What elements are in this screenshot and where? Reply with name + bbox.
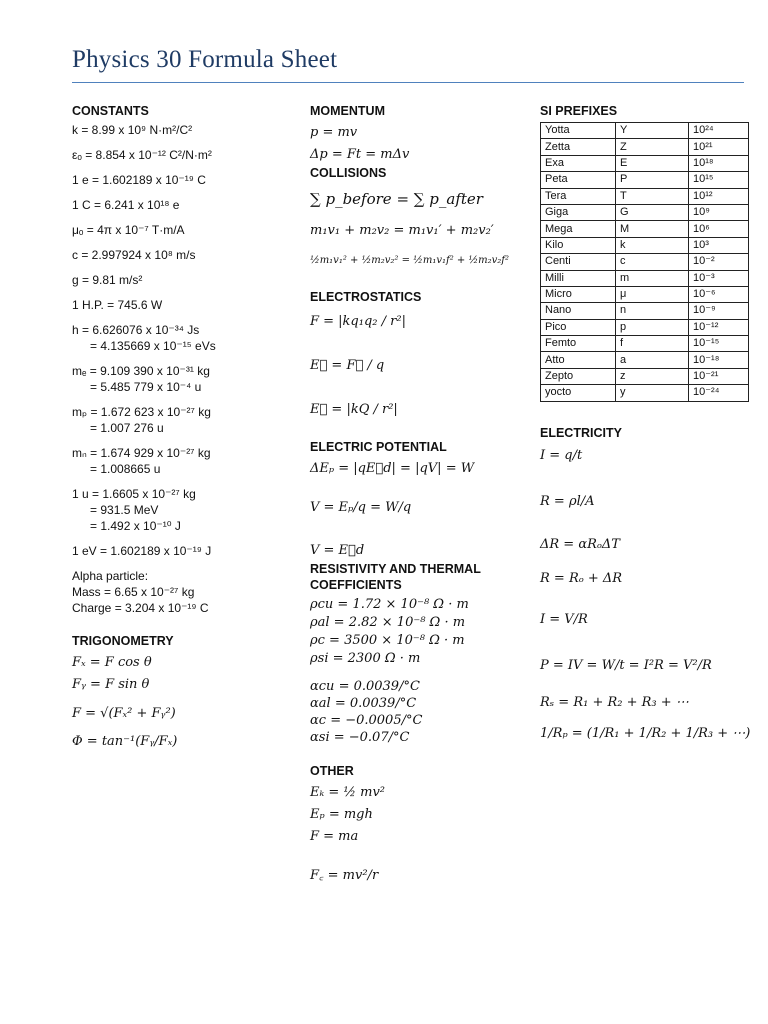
constant-k: k = 8.99 x 10⁹ N·m²/C² [72, 123, 193, 137]
si-prefix-name: Kilo [541, 237, 616, 253]
si-prefix-name: yocto [541, 385, 616, 401]
newton-second-law: F = ma [310, 829, 359, 844]
electric-potential-heading: ELECTRIC POTENTIAL [310, 440, 447, 454]
alpha-particle-label: Alpha particle: [72, 569, 149, 583]
si-prefix-name: Yotta [541, 123, 616, 139]
resistivity-heading-2: COEFFICIENTS [310, 578, 402, 592]
si-prefix-row [541, 336, 749, 352]
resistance-total: R = Rₒ + ΔR [540, 570, 623, 586]
rho-al: ρal = 2.82 × 10⁻⁸ Ω · m [310, 615, 466, 630]
rho-cu: ρcu = 1.72 × 10⁻⁸ Ω · m [310, 597, 469, 612]
si-prefix-row [541, 385, 749, 401]
electrostatics-heading: ELECTROSTATICS [310, 290, 422, 304]
si-prefix-symbol: P [616, 172, 689, 188]
si-prefixes-heading: SI PREFIXES [540, 104, 618, 118]
si-prefix-row [541, 352, 749, 368]
constant-u: 1 u = 1.6605 x 10⁻²⁷ kg [72, 487, 196, 501]
si-prefix-symbol: m [616, 270, 689, 286]
si-prefix-factor: 10⁻¹² [689, 319, 749, 335]
si-prefix-row [541, 303, 749, 319]
constant-hp: 1 H.P. = 745.6 W [72, 298, 163, 312]
page-title: Physics 30 Formula Sheet [72, 46, 338, 73]
si-prefix-factor: 10³ [689, 237, 749, 253]
si-prefix-symbol: z [616, 368, 689, 384]
si-prefix-symbol: G [616, 204, 689, 220]
rho-si: ρsi = 2300 Ω · m [310, 651, 421, 666]
si-prefix-factor: 10⁻²¹ [689, 368, 749, 384]
si-prefix-name: Peta [541, 172, 616, 188]
si-prefix-factor: 10¹⁸ [689, 155, 749, 171]
constant-mu: μₒ = 4π x 10⁻⁷ T·m/A [72, 223, 185, 237]
collisions-heading: COLLISIONS [310, 166, 387, 180]
si-prefix-factor: 10¹⁵ [689, 172, 749, 188]
series-resistance: Rₛ = R₁ + R₂ + R₃ + ⋯ [540, 694, 689, 710]
resistance-change: ΔR = αRₒΔT [540, 536, 620, 552]
si-prefix-factor: 10⁻³ [689, 270, 749, 286]
trig-f: F = √(Fₓ² + Fᵧ²) [72, 706, 176, 721]
constant-mp-u: = 1.007 276 u [90, 421, 164, 435]
si-prefix-factor: 10⁻¹⁸ [689, 352, 749, 368]
constant-epsilon: εₒ = 8.854 x 10⁻¹² C²/N·m² [72, 148, 212, 162]
trig-phi: Φ = tan⁻¹(Fᵧ/Fₓ) [72, 734, 178, 749]
collision-sum: ∑ p_before = ∑ p_after [310, 190, 483, 208]
si-prefix-factor: 10⁻² [689, 254, 749, 270]
alpha-mass: Mass = 6.65 x 10⁻²⁷ kg [72, 585, 195, 599]
resistance-resistivity: R = ρl/A [540, 493, 595, 509]
si-prefix-factor: 10⁻²⁴ [689, 385, 749, 401]
si-prefix-name: Atto [541, 352, 616, 368]
si-prefix-symbol: n [616, 303, 689, 319]
si-prefix-symbol: f [616, 336, 689, 352]
si-prefix-name: Centi [541, 254, 616, 270]
si-prefix-row [541, 221, 749, 237]
si-prefix-row [541, 155, 749, 171]
current-charge: I = q/t [540, 447, 583, 463]
kinetic-energy: Eₖ = ½ mv² [310, 785, 386, 800]
si-prefix-row [541, 188, 749, 204]
si-prefix-symbol: a [616, 352, 689, 368]
si-prefix-row [541, 286, 749, 302]
title-underline [72, 82, 744, 83]
trigonometry-heading: TRIGONOMETRY [72, 634, 174, 648]
si-prefix-symbol: M [616, 221, 689, 237]
ohms-law: I = V/R [540, 611, 588, 627]
si-prefix-factor: 10⁻⁶ [689, 286, 749, 302]
si-prefix-factor: 10²⁴ [689, 123, 749, 139]
trig-fy: Fᵧ = F sin θ [72, 677, 150, 692]
rho-c: ρc = 3500 × 10⁻⁸ Ω · m [310, 633, 465, 648]
constant-e: 1 e = 1.602189 x 10⁻¹⁹ C [72, 173, 206, 187]
potential-field: V = E⃗d [310, 543, 365, 558]
si-prefix-name: Tera [541, 188, 616, 204]
si-prefix-row [541, 254, 749, 270]
constant-h: h = 6.626076 x 10⁻³⁴ Js [72, 323, 200, 337]
constant-me: mₑ = 9.109 390 x 10⁻³¹ kg [72, 364, 210, 378]
alpha-si: αsi = −0.07/°C [310, 730, 410, 745]
column-mechanics [310, 104, 540, 888]
si-prefix-row [541, 204, 749, 220]
si-prefix-symbol: y [616, 385, 689, 401]
constant-g: g = 9.81 m/s² [72, 273, 143, 287]
si-prefix-name: Micro [541, 286, 616, 302]
si-prefix-row [541, 172, 749, 188]
constant-ev: 1 eV = 1.602189 x 10⁻¹⁹ J [72, 544, 212, 558]
electricity-heading: ELECTRICITY [540, 425, 622, 440]
field-point-charge: E⃗ = |kQ / r²| [310, 402, 398, 417]
si-prefix-name: Zepto [541, 368, 616, 384]
trig-fx: Fₓ = F cos θ [72, 655, 152, 670]
potential-energy-gravity: Eₚ = mgh [310, 807, 373, 822]
potential-energy: ΔEₚ = |qE⃗d| = |qV| = W [310, 461, 475, 476]
constant-c: c = 2.997924 x 10⁸ m/s [72, 248, 196, 262]
alpha-charge: Charge = 3.204 x 10⁻¹⁹ C [72, 601, 209, 615]
si-prefix-factor: 10⁹ [689, 204, 749, 220]
si-prefix-row [541, 270, 749, 286]
field-force: E⃗ = F⃗ / q [310, 358, 385, 373]
si-prefix-name: Nano [541, 303, 616, 319]
power-formula: P = IV = W/t = I²R = V²/R [540, 657, 712, 673]
si-prefix-name: Exa [541, 155, 616, 171]
momentum-p: p = mv [310, 125, 358, 140]
si-prefix-factor: 10⁻¹⁵ [689, 336, 749, 352]
constant-coulomb: 1 C = 6.241 x 10¹⁸ e [72, 198, 180, 212]
other-heading: OTHER [310, 764, 354, 778]
si-prefix-symbol: Y [616, 123, 689, 139]
momentum-impulse: Δp = Ft = mΔv [310, 147, 410, 162]
collision-energy: ½m₁v₁² + ½m₂v₂² = ½m₁v₁f² + ½m₂v₂f² [310, 255, 510, 266]
collision-momentum: m₁v₁ + m₂v₂ = m₁v₁′ + m₂v₂′ [310, 223, 494, 238]
alpha-c: αc = −0.0005/°C [310, 713, 423, 728]
si-prefix-symbol: E [616, 155, 689, 171]
si-prefix-row [541, 237, 749, 253]
centripetal-force: F꜀ = mv²/r [310, 868, 379, 883]
coulomb-law: F = |kq₁q₂ / r²| [310, 314, 406, 329]
si-prefix-factor: 10¹² [689, 188, 749, 204]
constant-mn: mₙ = 1.674 929 x 10⁻²⁷ kg [72, 446, 211, 460]
constant-mn-u: = 1.008665 u [90, 462, 161, 476]
potential-voltage: V = Eₚ/q = W/q [310, 500, 412, 515]
constant-me-u: = 5.485 779 x 10⁻⁴ u [90, 380, 202, 394]
si-prefix-factor: 10⁶ [689, 221, 749, 237]
si-prefix-name: Zetta [541, 139, 616, 155]
resistivity-heading-1: RESISTIVITY AND THERMAL [310, 562, 481, 576]
si-prefix-name: Giga [541, 204, 616, 220]
si-prefix-symbol: c [616, 254, 689, 270]
constant-mp: mₚ = 1.672 623 x 10⁻²⁷ kg [72, 405, 211, 419]
si-prefix-symbol: μ [616, 286, 689, 302]
constant-u-mev: = 931.5 MeV [90, 503, 159, 517]
si-prefix-row [541, 139, 749, 155]
si-prefix-symbol: p [616, 319, 689, 335]
si-prefix-symbol: k [616, 237, 689, 253]
si-prefix-symbol: Z [616, 139, 689, 155]
si-prefix-symbol: T [616, 188, 689, 204]
si-prefix-factor: 10²¹ [689, 139, 749, 155]
si-prefix-row [541, 368, 749, 384]
si-prefix-table [540, 122, 749, 402]
column-constants [72, 104, 292, 754]
si-prefix-row [541, 123, 749, 139]
si-prefix-name: Pico [541, 319, 616, 335]
momentum-heading: MOMENTUM [310, 104, 385, 118]
si-prefix-factor: 10⁻⁹ [689, 303, 749, 319]
constant-u-j: = 1.492 x 10⁻¹⁰ J [90, 519, 181, 533]
constant-h-ev: = 4.135669 x 10⁻¹⁵ eVs [90, 339, 216, 353]
parallel-resistance: 1/Rₚ = (1/R₁ + 1/R₂ + 1/R₃ + ⋯) [540, 725, 751, 741]
column-si-electricity [540, 104, 755, 746]
alpha-cu: αcu = 0.0039/°C [310, 679, 420, 694]
si-prefix-row [541, 319, 749, 335]
si-prefix-name: Mega [541, 221, 616, 237]
si-prefix-name: Femto [541, 336, 616, 352]
si-prefix-name: Milli [541, 270, 616, 286]
alpha-al: αal = 0.0039/°C [310, 696, 417, 711]
constants-heading: CONSTANTS [72, 104, 149, 118]
